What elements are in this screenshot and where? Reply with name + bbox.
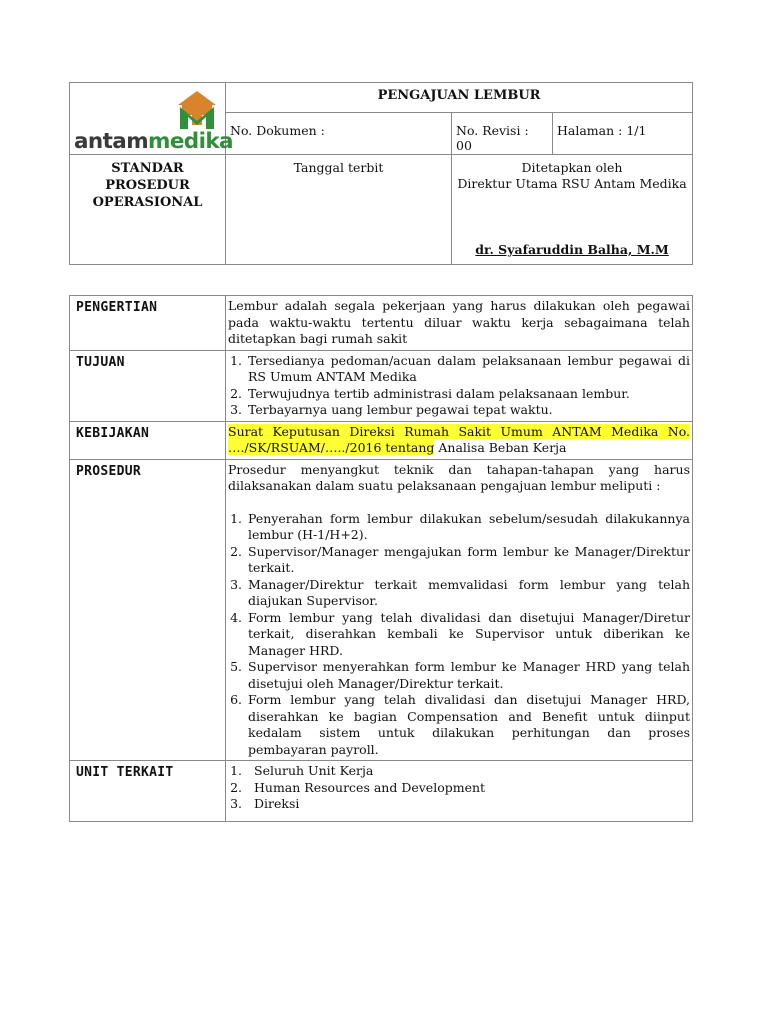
list-item: 2. Terwujudnya tertib administrasi dalam pelaksanaan lembur. (246, 386, 690, 403)
prosedur-label: PROSEDUR (70, 459, 226, 761)
list-item: 3. Manager/Direktur terkait memvalidasi form lembur yang telah diajukan Supervisor. (246, 577, 690, 610)
sop-content-table (69, 295, 693, 822)
tujuan-content (226, 350, 693, 421)
list-item: 2. Human Resources and Development (246, 780, 690, 797)
list-item: 4. Form lembur yang telah divalidasi dan disetujui Manager/Diretur terkait, diserahkan kembali ke Supervisor untuk diberikan ke Manager HRD. (246, 610, 690, 660)
prosedur-intro: Prosedur menyangkut teknik dan tahapan-tahapan yang harus dilaksanakan dalam suatu pelaksanaan pengajuan lembur meliputi : (228, 461, 690, 493)
unit-terkait-label: UNIT TERKAIT (70, 761, 226, 822)
sop-line-2: PROSEDUR (105, 178, 190, 193)
list-item: 3. Terbayarnya uang lembur pegawai tepat waktu. (246, 402, 690, 419)
no-dokumen: No. Dokumen : (226, 113, 452, 155)
kebijakan-rest-text: Analisa Beban Kerja (434, 440, 567, 455)
prosedur-content (226, 459, 693, 761)
list-item: 6. Form lembur yang telah divalidasi dan disetujui Manager HRD, diserahkan ke bagian Compensation and Benefit untuk diinput kedalam sistem untuk dilakukan perhitungan dan proses pembayaran payroll. (246, 692, 690, 758)
logo-word-antam: antam (74, 129, 149, 154)
no-revisi: No. Revisi : 00 (452, 113, 553, 155)
sop-line-1: STANDAR (111, 161, 184, 176)
list-item: 3. Direksi (246, 796, 690, 813)
list-item: 1. Penyerahan form lembur dilakukan sebelum/sesudah dilakukannya lembur (H-1/H+2). (246, 511, 690, 544)
tanggal-terbit: Tanggal terbit (226, 155, 452, 265)
ditetapkan-line-1: Ditetapkan oleh (521, 160, 623, 175)
kebijakan-content (226, 421, 693, 459)
prosedur-list (228, 511, 690, 759)
logo-cell (70, 83, 233, 155)
ditetapkan-cell (452, 155, 693, 265)
tujuan-list (228, 353, 690, 419)
pengertian-text: Lembur adalah segala pekerjaan yang harus dilakukan oleh pegawai pada waktu-waktu tertentu diluar waktu kerja sebagaimana telah ditetapkan bagi rumah sakit (226, 296, 693, 351)
document-header-table (69, 82, 693, 265)
list-item: 2. Supervisor/Manager mengajukan form lembur ke Manager/Direktur terkait. (246, 544, 690, 577)
tujuan-label: TUJUAN (70, 350, 226, 421)
unit-terkait-list (228, 763, 690, 813)
pengertian-label: PENGERTIAN (70, 296, 226, 351)
unit-terkait-content (226, 761, 693, 822)
kebijakan-label: KEBIJAKAN (70, 421, 226, 459)
list-item: 5. Supervisor menyerahkan form lembur ke Manager HRD yang telah disetujui oleh Manager/Direktur terkait. (246, 659, 690, 692)
document-title: PENGAJUAN LEMBUR (226, 83, 693, 113)
antam-medika-logo-icon (172, 91, 222, 131)
ditetapkan-line-2: Direktur Utama RSU Antam Medika (457, 176, 687, 191)
signer-name: dr. Syafaruddin Balha, M.M (475, 242, 669, 257)
list-item: 1. Seluruh Unit Kerja (246, 763, 690, 780)
sop-line-3: OPERASIONAL (92, 195, 203, 210)
antam-medika-logo (74, 91, 233, 157)
kebijakan-highlighted-text: Surat Keputusan Direksi Rumah Sakit Umum ANTAM Medika No. …./SK/RSUAM/…../2016 tentang (228, 423, 690, 455)
list-item: 1. Tersedianya pedoman/acuan dalam pelaksanaan lembur pegawai di RS Umum ANTAM Medika (246, 353, 690, 386)
sop-label (70, 155, 226, 265)
halaman: Halaman : 1/1 (553, 113, 693, 155)
logo-word-medika: medika (148, 129, 233, 154)
